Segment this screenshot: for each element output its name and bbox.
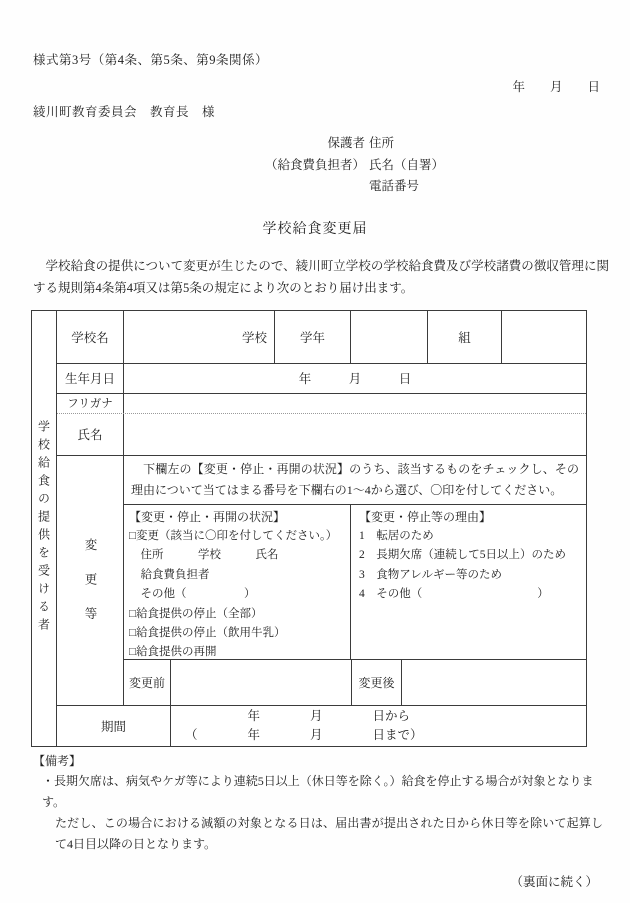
status-option-stop-milk: □給食提供の停止（飲用牛乳）	[129, 626, 286, 639]
status-option-change: □変更（該当に〇印を付してください。）	[129, 529, 338, 542]
grade-label: 学年	[274, 311, 350, 363]
change-instruction: 下欄左の【変更・停止・再開の状況】のうち、該当するものをチェックし、その理由について当てはまる番号を下欄右の1～4から選び、〇印を付してください。	[131, 461, 579, 497]
name-field	[123, 414, 586, 455]
period-field	[170, 706, 586, 746]
addressee-line: 綾川町教育委員会 教育長 様	[33, 105, 216, 119]
document-title: 学校給食変更届	[262, 221, 368, 237]
school-name-row	[57, 311, 586, 363]
after-change-label: 変更後	[351, 660, 401, 705]
applicant-value: 住所	[369, 136, 395, 150]
status-header: 【変更・停止・再開の状況】	[129, 509, 286, 524]
remarks-note-line2: ただし、この場合における減額の対象となる日は、届出書が提出された日から休日等を除いて起算して4日目以降の日となります。	[55, 815, 603, 851]
before-change-field	[170, 660, 351, 705]
status-option-stop-all: □給食提供の停止（全部）	[129, 607, 263, 620]
furigana-field	[123, 394, 586, 413]
period-label: 期間	[100, 719, 126, 734]
applicant-label: 保護者	[327, 136, 365, 150]
class-label: 組	[427, 311, 501, 363]
status-option-restart: □給食提供の再開	[129, 646, 217, 659]
reason-option-4: 4 その他（ ）	[359, 588, 549, 601]
before-after-row	[124, 659, 586, 705]
reason-option-1: 1 転居のため	[359, 529, 434, 542]
change-section-row	[57, 455, 586, 705]
applicant-row-phone	[255, 176, 630, 198]
period-row	[57, 705, 586, 746]
furigana-label: フリガナ	[67, 398, 113, 410]
applicant-value: 氏名（自署）	[369, 157, 445, 172]
before-change-label: 変更前	[128, 675, 165, 690]
name-row	[57, 413, 586, 455]
applicant-label: （給食費負担者）	[264, 157, 365, 172]
application-table	[31, 310, 587, 747]
birthdate-field: 年 月 日	[123, 364, 586, 393]
class-field	[501, 311, 586, 363]
intro-paragraph: 学校給食の提供について変更が生じたので、綾川町立学校の学校給食費及び学校諸費の徴収管理に関する規則第4条第4項又は第5条の規定により次のとおり届け出ます。	[33, 258, 609, 295]
applicant-row-address	[255, 133, 630, 155]
reason-header: 【変更・停止等の理由】	[359, 509, 492, 524]
status-column	[124, 505, 350, 659]
grade-field	[350, 311, 427, 363]
recipient-vertical-header: 学校給食の提供を受ける者	[32, 311, 57, 746]
reason-column	[350, 505, 586, 659]
applicant-value: 電話番号	[369, 179, 420, 193]
remarks-header: 【備考】	[33, 753, 82, 768]
school-name-label: 学校名	[71, 330, 109, 345]
applicant-label	[255, 176, 365, 198]
date-line: 年 月 日	[512, 80, 600, 94]
period-until-line: （ 年 月 日まで）	[185, 727, 423, 742]
name-label: 氏名	[77, 428, 103, 442]
remarks-note-line1: ・長期欠席は、病気やケガ等により連続5日以上（休日等を除く。）給食を停止する場合が対象となります。	[42, 773, 594, 809]
reason-option-2: 2 長期欠席（連続して5日以上）のため	[359, 549, 566, 562]
birthdate-row	[57, 363, 586, 393]
form-number: 様式第3号（第4条、第5条、第9条関係）	[33, 53, 269, 67]
period-from-line: 年 月 日から	[185, 708, 411, 723]
school-name-field: 学校	[123, 311, 274, 363]
after-change-field	[401, 660, 586, 705]
status-suboption-targets: 住所 学校 氏名	[129, 549, 279, 562]
birthdate-label: 生年月日	[64, 372, 115, 386]
furigana-row	[57, 393, 586, 413]
applicant-block	[255, 133, 630, 198]
remarks-section	[33, 751, 610, 855]
status-suboption-payer: 給食費負担者	[129, 568, 210, 581]
status-suboption-other: その他（ ）	[129, 588, 256, 601]
reason-option-3: 3 食物アレルギー等のため	[359, 568, 503, 581]
applicant-row-name	[255, 155, 630, 177]
continues-on-back-note: （裏面に続く）	[510, 874, 598, 889]
change-section-label: 変更等	[83, 538, 97, 642]
